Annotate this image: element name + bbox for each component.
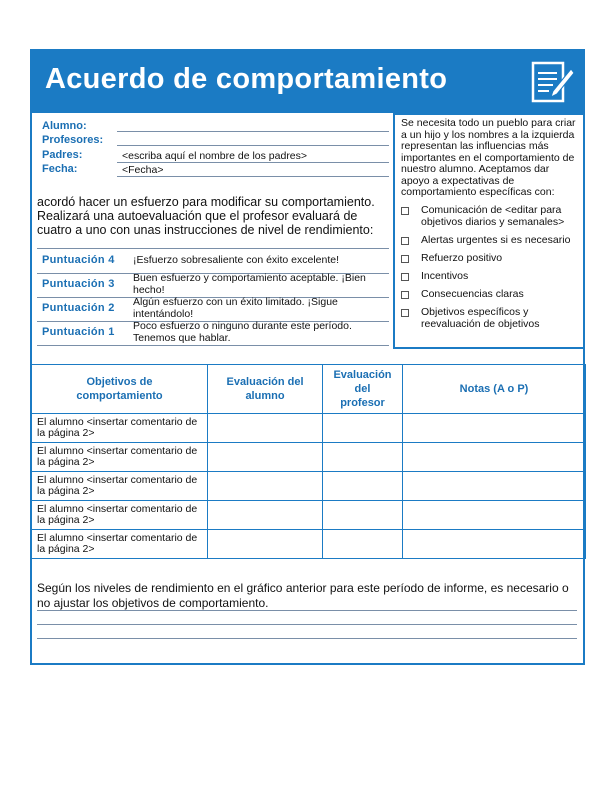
sidebar-item-label: Comunicación de <editar para objetivos diarios y semanales> (421, 204, 565, 228)
checkbox-icon[interactable] (401, 237, 409, 245)
notes-cell[interactable] (403, 530, 586, 559)
answer-line[interactable] (37, 624, 577, 625)
teacher-eval-cell[interactable] (323, 443, 403, 472)
checkbox-icon[interactable] (401, 309, 409, 317)
checkbox-icon[interactable] (401, 291, 409, 299)
rating-desc: Poco esfuerzo o ninguno durante este período. Tenemos que hablar. (133, 320, 352, 344)
support-sidebar (393, 113, 585, 349)
student-eval-cell[interactable] (208, 530, 323, 559)
sidebar-item-label: Alertas urgentes si es necesario (421, 234, 571, 246)
objective-cell[interactable]: El alumno <insertar comentario de la página 2> (32, 443, 208, 472)
parents-label: Padres: (42, 149, 83, 161)
agreement-text: acordó hacer un esfuerzo para modificar su comportamiento. Realizará una autoevaluación que el profesor evaluará de cuatro a uno con unas instrucciones de nivel de rendimiento: (37, 195, 375, 237)
parents-value[interactable]: <escriba aquí el nombre de los padres> (122, 150, 308, 162)
sidebar-item-label: Refuerzo positivo (421, 252, 503, 264)
teacher-eval-cell[interactable] (323, 414, 403, 443)
document-pencil-icon (527, 57, 577, 107)
date-field (117, 176, 389, 177)
col-header-notes: Notas (A o P) (403, 365, 586, 414)
table-row (32, 443, 586, 472)
answer-line[interactable] (37, 638, 577, 639)
rating-label: Puntuación 2 (42, 302, 115, 314)
rating-desc: Buen esfuerzo y comportamiento aceptable. ¡Bien hecho! (133, 272, 366, 296)
rating-row (37, 249, 389, 274)
objectives-table (31, 364, 586, 559)
sidebar-item-label: Consecuencias claras (421, 288, 524, 300)
teacher-eval-cell[interactable] (323, 530, 403, 559)
sidebar-item-label: Objetivos específicos y reevaluación de objetivos (421, 306, 540, 330)
date-value[interactable]: <Fecha> (122, 164, 164, 176)
header-banner (30, 49, 585, 113)
objective-cell[interactable]: El alumno <insertar comentario de la página 2> (32, 472, 208, 501)
student-eval-cell[interactable] (208, 472, 323, 501)
parents-field (117, 162, 389, 163)
sidebar-intro: Se necesita todo un pueblo para criar a un hijo y los nombres a la izquierda representan las influencias más importantes en el comportamiento de nuestro alumno. Aceptamos dar apoyo a expectativas de comportamiento específicas con: (401, 117, 576, 198)
rating-label: Puntuación 3 (42, 278, 115, 290)
page-title: Acuerdo de comportamiento (45, 63, 448, 95)
notes-cell[interactable] (403, 472, 586, 501)
checkbox-icon[interactable] (401, 255, 409, 263)
teacher-eval-cell[interactable] (323, 472, 403, 501)
teachers-field[interactable] (117, 145, 389, 146)
checkbox-icon[interactable] (401, 207, 409, 215)
table-row (32, 472, 586, 501)
teachers-label: Profesores: (42, 134, 104, 146)
rating-desc: ¡Esfuerzo sobresaliente con éxito excelente! (133, 254, 340, 266)
rating-row (37, 321, 389, 346)
notes-cell[interactable] (403, 443, 586, 472)
date-label: Fecha: (42, 163, 78, 175)
student-eval-cell[interactable] (208, 443, 323, 472)
teacher-eval-cell[interactable] (323, 501, 403, 530)
objective-cell[interactable]: El alumno <insertar comentario de la página 2> (32, 414, 208, 443)
table-row (32, 501, 586, 530)
notes-cell[interactable] (403, 414, 586, 443)
sidebar-item-label: Incentivos (421, 270, 469, 282)
table-row (32, 530, 586, 559)
rating-row (37, 273, 389, 298)
objective-cell[interactable]: El alumno <insertar comentario de la página 2> (32, 501, 208, 530)
footer-question: Según los niveles de rendimiento en el gráfico anterior para este período de informe, es necesario o no ajustar los objetivos de comportamiento. (37, 581, 569, 610)
checkbox-icon[interactable] (401, 273, 409, 281)
student-label: Alumno: (42, 120, 87, 132)
table-row (32, 414, 586, 443)
rating-label: Puntuación 4 (42, 254, 115, 266)
student-eval-cell[interactable] (208, 414, 323, 443)
col-header-objectives: Objetivos de comportamiento (32, 365, 208, 414)
col-header-student-eval: Evaluación del alumno (208, 365, 323, 414)
rating-label: Puntuación 1 (42, 326, 115, 338)
objective-cell[interactable]: El alumno <insertar comentario de la página 2> (32, 530, 208, 559)
answer-line[interactable] (37, 610, 577, 611)
student-field[interactable] (117, 131, 389, 132)
col-header-teacher-eval: Evaluación del profesor (323, 365, 403, 414)
student-eval-cell[interactable] (208, 501, 323, 530)
rating-row (37, 297, 389, 322)
rating-desc: Algún esfuerzo con un éxito limitado. ¡Sigue intentándolo! (133, 296, 338, 320)
notes-cell[interactable] (403, 501, 586, 530)
